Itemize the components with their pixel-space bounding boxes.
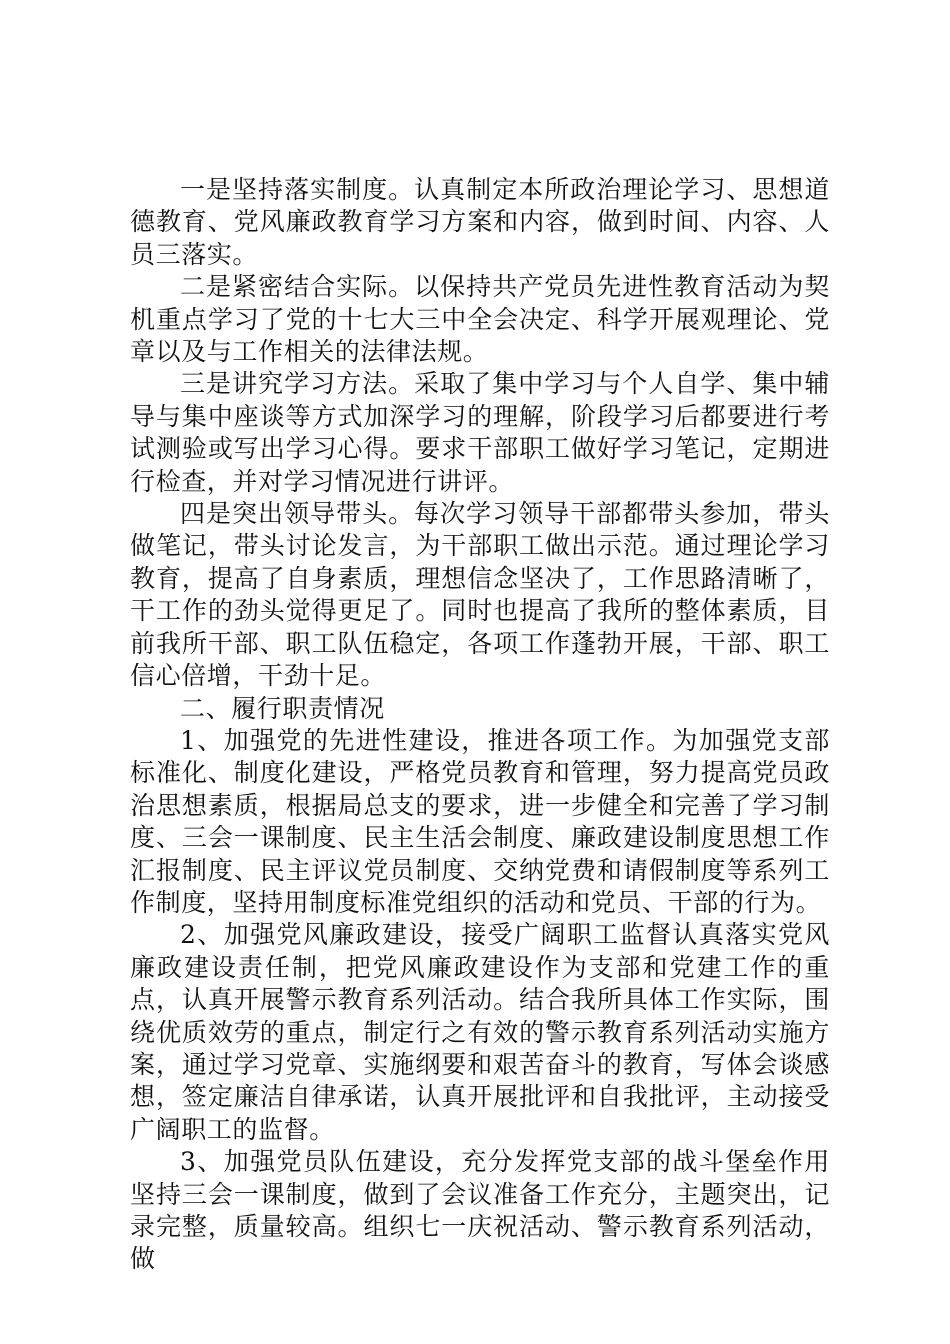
paragraph-item-2: 2、加强党风廉政建设，接受广阔职工监督认真落实党风廉政建设责任制，把党风廉政建设作为支部和党建工作的重点，认真开展警示教育系列活动。结合我所具体工作实际，围绕优质效劳的重点，制定行之有效的警示教育系列活动实施方案，通过学习党章、实施纲要和艰苦奋斗的教育，写体会谈感想，签定廉洁自律承诺，认真开展批评和自我批评，主动接受广阔职工的监督。 (130, 920, 830, 1144)
paragraph-item-3: 3、加强党员队伍建设，充分发挥党支部的战斗堡垒作用坚持三会一课制度，做到了会议准备工作充分，主题突出，记录完整，质量较高。组织七一庆祝活动、警示教育系列活动，做 (130, 1147, 830, 1274)
paragraph-leadership-example: 四是突出领导带头。每次学习领导干部都带头参加，带头做笔记，带头讨论发言，为干部职工做出示范。通过理论学习教育，提高了自身素质，理想信念坚决了，工作思路清晰了，干工作的劲头觉得更足了。同时也提高了我所的整体素质，目前我所干部、职工队伍稳定，各项工作蓬勃开展，干部、职工信心倍增，干劲十足。 (130, 499, 830, 691)
paragraph-item-1: 1、加强党的先进性建设，推进各项工作。为加强党支部标准化、制度化建设，严格党员教育和管理，努力提高党员政治思想素质，根据局总支的要求，进一步健全和完善了学习制度、三会一课制度、民主生活会制度、廉政建设制度思想工作汇报制度、民主评议党员制度、交纳党费和请假制度等系列工作制度，坚持用制度标准党组织的活动和党员、干部的行为。 (130, 725, 830, 917)
paragraph-implement-system: 一是坚持落实制度。认真制定本所政治理论学习、思想道德教育、党风廉政教育学习方案和内容，做到时间、内容、人员三落实。 (130, 175, 830, 269)
paragraph-study-methods: 三是讲究学习方法。采取了集中学习与个人自学、集中辅导与集中座谈等方式加深学习的理解，阶段学习后都要进行考试测验或写出学习心得。要求干部职工做好学习笔记，定期进行检查，并对学习情况进行讲评。 (130, 369, 830, 496)
document-body (130, 174, 830, 1276)
paragraph-combine-practice: 二是紧密结合实际。以保持共产党员先进性教育活动为契机重点学习了党的十七大三中全会决定、科学开展观理论、党章以及与工作相关的法律法规。 (130, 272, 830, 367)
section-heading-duties: 二、履行职责情况 (180, 693, 385, 723)
